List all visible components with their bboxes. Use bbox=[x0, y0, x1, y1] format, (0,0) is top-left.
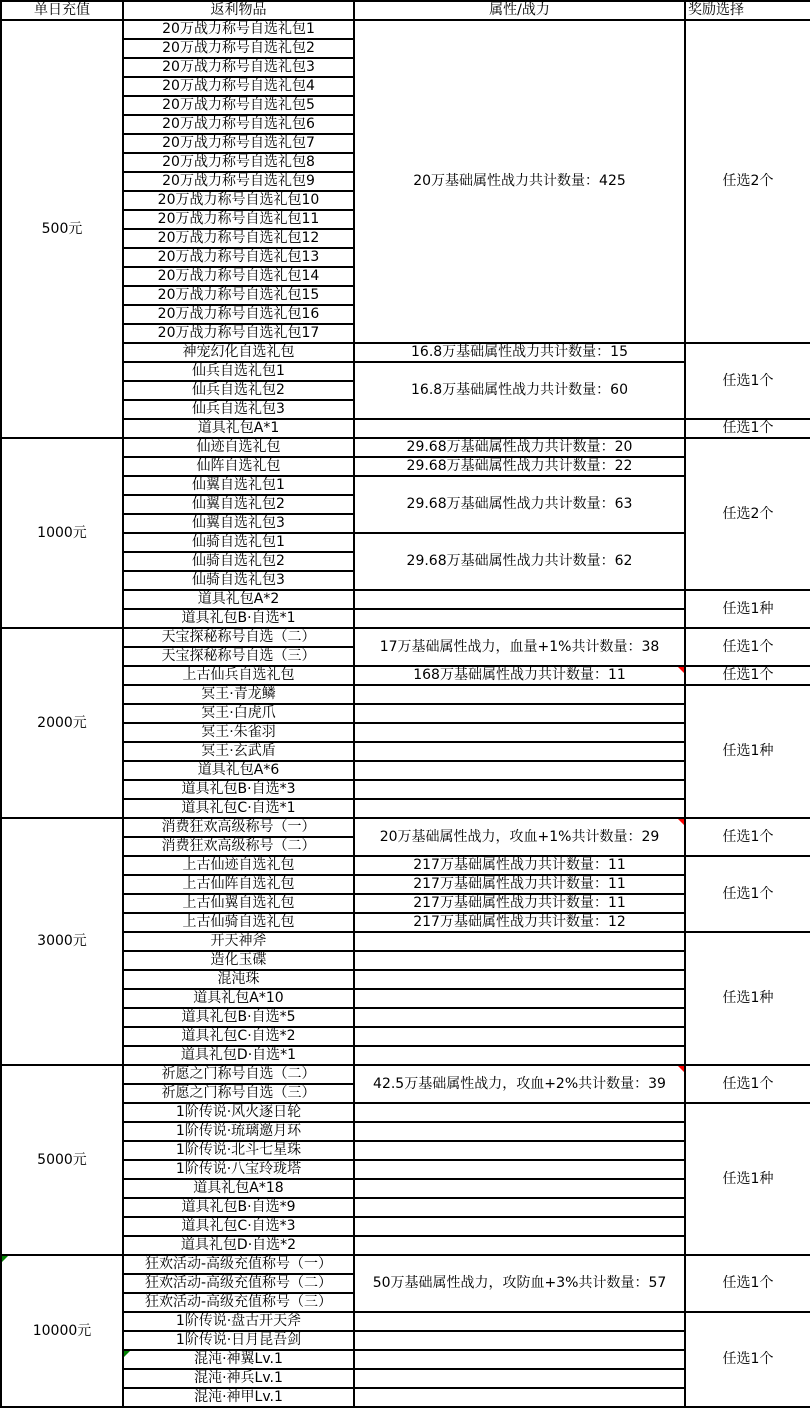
rebate-item-cell: 混沌·神翼Lv.1 bbox=[123, 1350, 354, 1369]
attribute-power-cell bbox=[354, 970, 685, 989]
rebate-item-cell: 仙兵自选礼包2 bbox=[123, 381, 354, 400]
rebate-item-cell: 天宝探秘称号自选（三） bbox=[123, 647, 354, 666]
recharge-amount-cell: 1000元 bbox=[1, 438, 123, 628]
rebate-item-cell: 冥王·玄武盾 bbox=[123, 742, 354, 761]
rebate-item-cell: 道具礼包C·自选*2 bbox=[123, 1027, 354, 1046]
attribute-power-cell bbox=[354, 609, 685, 628]
rebate-item-cell: 道具礼包A*1 bbox=[123, 419, 354, 438]
attribute-power-cell bbox=[354, 780, 685, 799]
attribute-power-cell bbox=[354, 704, 685, 723]
rebate-item-cell: 道具礼包B·自选*9 bbox=[123, 1198, 354, 1217]
attribute-power-cell bbox=[354, 742, 685, 761]
attribute-power-cell: 29.68万基础属性战力共计数量：22 bbox=[354, 457, 685, 476]
attribute-power-cell bbox=[354, 1027, 685, 1046]
reward-choice-cell: 任选1个 bbox=[685, 1312, 810, 1407]
rebate-item-cell: 上古仙翼自选礼包 bbox=[123, 894, 354, 913]
attribute-power-cell bbox=[354, 1217, 685, 1236]
table-row bbox=[1, 343, 810, 362]
attribute-power-cell: 20万基础属性战力共计数量：425 bbox=[354, 20, 685, 343]
attribute-power-cell: 29.68万基础属性战力共计数量：20 bbox=[354, 438, 685, 457]
attribute-power-cell bbox=[354, 1350, 685, 1369]
reward-choice-cell: 任选1个 bbox=[685, 1255, 810, 1312]
table-row bbox=[1, 856, 810, 875]
attribute-power-cell: 16.8万基础属性战力共计数量：15 bbox=[354, 343, 685, 362]
rebate-item-cell: 仙骑自选礼包1 bbox=[123, 533, 354, 552]
rebate-item-cell: 神宠幻化自选礼包 bbox=[123, 343, 354, 362]
rebate-item-cell: 20万战力称号自选礼包2 bbox=[123, 39, 354, 58]
reward-choice-cell: 任选1个 bbox=[685, 343, 810, 419]
attribute-power-cell bbox=[354, 723, 685, 742]
header-reward-choice: 奖励选择 bbox=[685, 1, 810, 20]
header-daily-recharge: 单日充值 bbox=[1, 1, 123, 20]
rebate-item-cell: 20万战力称号自选礼包5 bbox=[123, 96, 354, 115]
rebate-item-cell: 仙兵自选礼包3 bbox=[123, 400, 354, 419]
attribute-power-cell bbox=[354, 685, 685, 704]
attribute-power-cell bbox=[354, 951, 685, 970]
attribute-power-cell: 20万基础属性战力，攻血+1%共计数量：29 bbox=[354, 818, 685, 856]
recharge-amount-cell: 3000元 bbox=[1, 818, 123, 1065]
rebate-item-cell: 1阶传说·风火逐日轮 bbox=[123, 1103, 354, 1122]
rebate-item-cell: 开天神斧 bbox=[123, 932, 354, 951]
rebate-item-cell: 20万战力称号自选礼包9 bbox=[123, 172, 354, 191]
rebate-item-cell: 20万战力称号自选礼包14 bbox=[123, 267, 354, 286]
rebate-item-cell: 天宝探秘称号自选（二） bbox=[123, 628, 354, 647]
attribute-power-cell bbox=[354, 1141, 685, 1160]
rebate-item-cell: 20万战力称号自选礼包3 bbox=[123, 58, 354, 77]
rebate-item-cell: 道具礼包B·自选*3 bbox=[123, 780, 354, 799]
recharge-amount-cell: 500元 bbox=[1, 20, 123, 438]
rebate-item-cell: 道具礼包C·自选*1 bbox=[123, 799, 354, 818]
rebate-item-cell: 道具礼包D·自选*1 bbox=[123, 1046, 354, 1065]
rebate-item-cell: 上古仙骑自选礼包 bbox=[123, 913, 354, 932]
reward-choice-cell: 任选1个 bbox=[685, 628, 810, 666]
attribute-power-cell bbox=[354, 1008, 685, 1027]
attribute-power-cell bbox=[354, 1122, 685, 1141]
rebate-item-cell: 仙翼自选礼包1 bbox=[123, 476, 354, 495]
rebate-item-cell: 消费狂欢高级称号（一） bbox=[123, 818, 354, 837]
rebate-item-cell: 仙骑自选礼包3 bbox=[123, 571, 354, 590]
table-body bbox=[1, 20, 810, 1407]
rebate-item-cell: 祈愿之门称号自选（三） bbox=[123, 1084, 354, 1103]
green-flag-marker-icon bbox=[124, 1351, 130, 1357]
rebate-item-cell: 1阶传说·日月昆吾剑 bbox=[123, 1331, 354, 1350]
table-row bbox=[1, 1312, 810, 1331]
header-attribute-power: 属性/战力 bbox=[354, 1, 685, 20]
attribute-power-cell: 29.68万基础属性战力共计数量：62 bbox=[354, 533, 685, 590]
attribute-power-cell: 217万基础属性战力共计数量：11 bbox=[354, 856, 685, 875]
rebate-item-cell: 20万战力称号自选礼包10 bbox=[123, 191, 354, 210]
table-row bbox=[1, 685, 810, 704]
attribute-power-cell bbox=[354, 1198, 685, 1217]
table-row bbox=[1, 419, 810, 438]
table-row bbox=[1, 628, 810, 647]
header-row bbox=[1, 1, 810, 20]
reward-choice-cell: 任选1种 bbox=[685, 590, 810, 628]
reward-choice-cell: 任选1种 bbox=[685, 1103, 810, 1255]
rebate-item-cell: 20万战力称号自选礼包8 bbox=[123, 153, 354, 172]
rebate-item-cell: 道具礼包A*2 bbox=[123, 590, 354, 609]
attribute-power-cell: 168万基础属性战力共计数量：11 bbox=[354, 666, 685, 685]
recharge-amount-cell: 5000元 bbox=[1, 1065, 123, 1255]
table-row bbox=[1, 590, 810, 609]
rebate-item-cell: 20万战力称号自选礼包4 bbox=[123, 77, 354, 96]
rebate-item-cell: 20万战力称号自选礼包1 bbox=[123, 20, 354, 39]
rebate-item-cell: 1阶传说·琉璃邀月环 bbox=[123, 1122, 354, 1141]
reward-choice-cell: 任选1个 bbox=[685, 818, 810, 856]
rebate-item-cell: 消费狂欢高级称号（二） bbox=[123, 837, 354, 856]
rebate-item-cell: 20万战力称号自选礼包6 bbox=[123, 115, 354, 134]
comment-marker-icon bbox=[678, 1066, 684, 1072]
table-row bbox=[1, 666, 810, 685]
rebate-item-cell: 道具礼包D·自选*2 bbox=[123, 1236, 354, 1255]
reward-choice-cell: 任选1种 bbox=[685, 932, 810, 1065]
reward-choice-cell: 任选1个 bbox=[685, 856, 810, 932]
rebate-item-cell: 仙迹自选礼包 bbox=[123, 438, 354, 457]
attribute-power-cell bbox=[354, 799, 685, 818]
rebate-item-cell: 狂欢活动-高级充值称号（一） bbox=[123, 1255, 354, 1274]
rebate-item-cell: 仙骑自选礼包2 bbox=[123, 552, 354, 571]
attribute-power-cell bbox=[354, 1388, 685, 1407]
attribute-power-cell bbox=[354, 1369, 685, 1388]
rebate-item-cell: 1阶传说·北斗七星珠 bbox=[123, 1141, 354, 1160]
rebate-item-cell: 仙翼自选礼包2 bbox=[123, 495, 354, 514]
recharge-amount-cell: 2000元 bbox=[1, 628, 123, 818]
rebate-item-cell: 冥王·白虎爪 bbox=[123, 704, 354, 723]
reward-choice-cell: 任选2个 bbox=[685, 20, 810, 343]
rebate-item-cell: 祈愿之门称号自选（二） bbox=[123, 1065, 354, 1084]
attribute-power-cell: 217万基础属性战力共计数量：11 bbox=[354, 894, 685, 913]
attribute-power-cell: 42.5万基础属性战力，攻血+2%共计数量：39 bbox=[354, 1065, 685, 1103]
rebate-item-cell: 20万战力称号自选礼包13 bbox=[123, 248, 354, 267]
rebate-item-cell: 20万战力称号自选礼包16 bbox=[123, 305, 354, 324]
rebate-item-cell: 道具礼包B·自选*5 bbox=[123, 1008, 354, 1027]
rebate-item-cell: 上古仙兵自选礼包 bbox=[123, 666, 354, 685]
attribute-power-cell bbox=[354, 1046, 685, 1065]
comment-marker-icon bbox=[678, 667, 684, 673]
attribute-power-cell bbox=[354, 1160, 685, 1179]
reward-choice-cell: 任选1个 bbox=[685, 666, 810, 685]
attribute-power-cell: 29.68万基础属性战力共计数量：63 bbox=[354, 476, 685, 533]
rebate-item-cell: 冥王·青龙鳞 bbox=[123, 685, 354, 704]
rebate-item-cell: 仙翼自选礼包3 bbox=[123, 514, 354, 533]
table-row bbox=[1, 1103, 810, 1122]
attribute-power-cell: 217万基础属性战力共计数量：12 bbox=[354, 913, 685, 932]
reward-choice-cell: 任选1个 bbox=[685, 1065, 810, 1103]
attribute-power-cell: 17万基础属性战力，血量+1%共计数量：38 bbox=[354, 628, 685, 666]
table-row bbox=[1, 818, 810, 837]
rebate-item-cell: 1阶传说·八宝玲珑塔 bbox=[123, 1160, 354, 1179]
table-row bbox=[1, 1255, 810, 1274]
attribute-power-cell bbox=[354, 1236, 685, 1255]
rebate-item-cell: 仙兵自选礼包1 bbox=[123, 362, 354, 381]
rebate-item-cell: 狂欢活动-高级充值称号（二） bbox=[123, 1274, 354, 1293]
rebate-item-cell: 混沌·神甲Lv.1 bbox=[123, 1388, 354, 1407]
rebate-item-cell: 狂欢活动-高级充值称号（三） bbox=[123, 1293, 354, 1312]
rebate-item-cell: 混沌·神兵Lv.1 bbox=[123, 1369, 354, 1388]
rebate-item-cell: 道具礼包A*10 bbox=[123, 989, 354, 1008]
rebate-item-cell: 仙阵自选礼包 bbox=[123, 457, 354, 476]
attribute-power-cell: 16.8万基础属性战力共计数量：60 bbox=[354, 362, 685, 419]
rebate-item-cell: 道具礼包A*6 bbox=[123, 761, 354, 780]
rebate-item-cell: 混沌珠 bbox=[123, 970, 354, 989]
table-row bbox=[1, 1065, 810, 1084]
table-row bbox=[1, 932, 810, 951]
rebate-item-cell: 道具礼包C·自选*3 bbox=[123, 1217, 354, 1236]
rebate-item-cell: 20万战力称号自选礼包7 bbox=[123, 134, 354, 153]
rebate-item-cell: 道具礼包A*18 bbox=[123, 1179, 354, 1198]
attribute-power-cell bbox=[354, 1103, 685, 1122]
table-row bbox=[1, 438, 810, 457]
rebate-item-cell: 上古仙迹自选礼包 bbox=[123, 856, 354, 875]
reward-choice-cell: 任选1个 bbox=[685, 419, 810, 438]
header-rebate-items: 返利物品 bbox=[123, 1, 354, 20]
attribute-power-cell bbox=[354, 590, 685, 609]
rebate-item-cell: 20万战力称号自选礼包17 bbox=[123, 324, 354, 343]
rebate-item-cell: 造化玉碟 bbox=[123, 951, 354, 970]
attribute-power-cell bbox=[354, 989, 685, 1008]
rebate-item-cell: 上古仙阵自选礼包 bbox=[123, 875, 354, 894]
comment-marker-icon bbox=[678, 819, 684, 825]
rebate-item-cell: 20万战力称号自选礼包15 bbox=[123, 286, 354, 305]
rebate-item-cell: 道具礼包B·自选*1 bbox=[123, 609, 354, 628]
attribute-power-cell bbox=[354, 1331, 685, 1350]
rebate-item-cell: 冥王·朱雀羽 bbox=[123, 723, 354, 742]
attribute-power-cell bbox=[354, 932, 685, 951]
rebate-item-cell: 20万战力称号自选礼包12 bbox=[123, 229, 354, 248]
attribute-power-cell bbox=[354, 1312, 685, 1331]
rebate-item-cell: 1阶传说·盘古开天斧 bbox=[123, 1312, 354, 1331]
rebate-item-cell: 20万战力称号自选礼包11 bbox=[123, 210, 354, 229]
table-row bbox=[1, 20, 810, 39]
attribute-power-cell: 217万基础属性战力共计数量：11 bbox=[354, 875, 685, 894]
attribute-power-cell bbox=[354, 419, 685, 438]
attribute-power-cell: 50万基础属性战力，攻防血+3%共计数量：57 bbox=[354, 1255, 685, 1312]
reward-choice-cell: 任选1种 bbox=[685, 685, 810, 818]
reward-choice-cell: 任选2个 bbox=[685, 438, 810, 590]
recharge-amount-cell: 10000元 bbox=[1, 1255, 123, 1407]
attribute-power-cell bbox=[354, 761, 685, 780]
green-flag-marker-icon bbox=[2, 1256, 8, 1262]
attribute-power-cell bbox=[354, 1179, 685, 1198]
